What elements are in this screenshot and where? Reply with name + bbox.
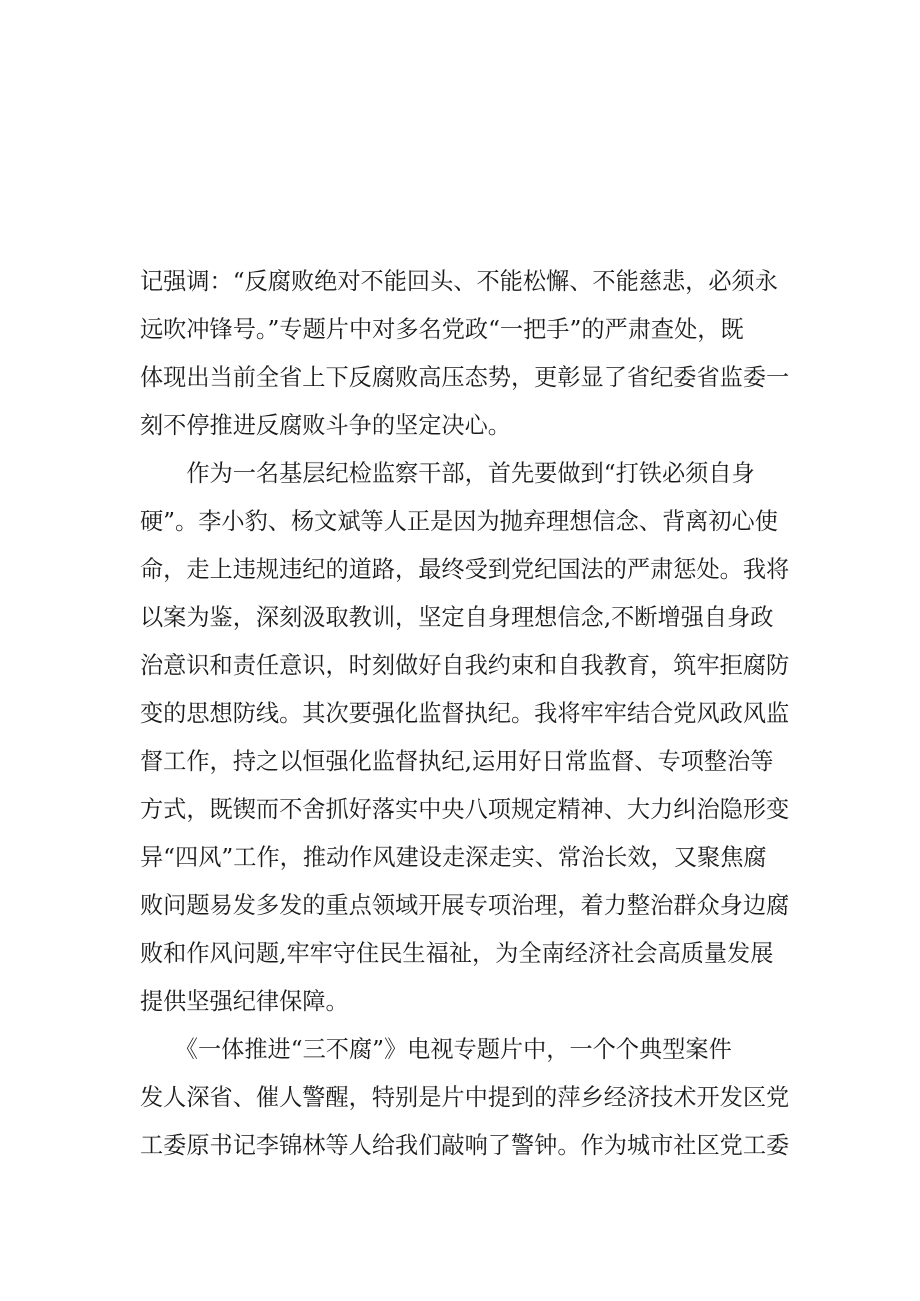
text-line: 发人深省、催人警醒，特别是片中提到的萍乡经济技术开发区党 [140,1084,790,1111]
text-line: 记强调：“反腐败绝对不能回头、不能松懈、不能慈悲，必须永 [140,268,778,295]
text-line: 提供坚强纪律保障。 [140,988,349,1015]
text-line: 刻不停推进反腐败斗争的坚定决心。 [140,412,511,439]
text-line: 以案为鉴，深刻汲取教训，坚定自身理想信念,不断增强自身政 [140,604,774,631]
text-line: 作为一名基层纪检监察干部，首先要做到“打铁必须自身 [140,460,755,487]
text-line: 败和作风问题,牢牢守住民生福祉，为全南经济社会高质量发展 [140,940,774,967]
paragraph-1 [140,258,788,450]
text-line: 方式，既锲而不舍抓好落实中央八项规定精神、大力纠治隐形变 [140,796,790,823]
text-line: 督工作，持之以恒强化监督执纪,运用好日常监督、专项整治等 [140,748,774,775]
text-line: 远吹冲锋号。”专题片中对多名党政“一把手”的严肃查处，既 [140,316,744,343]
text-line: 变的思想防线。其次要强化监督执纪。我将牢牢结合党风政风监 [140,700,790,727]
text-line: 治意识和责任意识，时刻做好自我约束和自我教育，筑牢拒腐防 [140,652,790,679]
body-text [140,258,788,1170]
text-line: 异“四风”工作，推动作风建设走深走实、常治长效，又聚焦腐 [140,844,767,871]
text-line: 命，走上违规违纪的道路，最终受到党纪国法的严肃惩处。我将 [140,556,790,583]
text-line: 败问题易发多发的重点领域开展专项治理，着力整治群众身边腐 [140,892,790,919]
paragraph-3 [140,1026,788,1170]
text-line: 工委原书记李锦林等人给我们敲响了警钟。作为城市社区党工委 [140,1132,790,1159]
paragraph-2 [140,450,788,1026]
text-line: 体现出当前全省上下反腐败高压态势，更彰显了省纪委省监委一 [140,364,790,391]
text-line: 硬”。李小豹、杨文斌等人正是因为抛弃理想信念、背离初心使 [140,508,778,535]
text-line: 《一体推进“三不腐”》电视专题片中，一个个典型案件 [140,1036,732,1063]
